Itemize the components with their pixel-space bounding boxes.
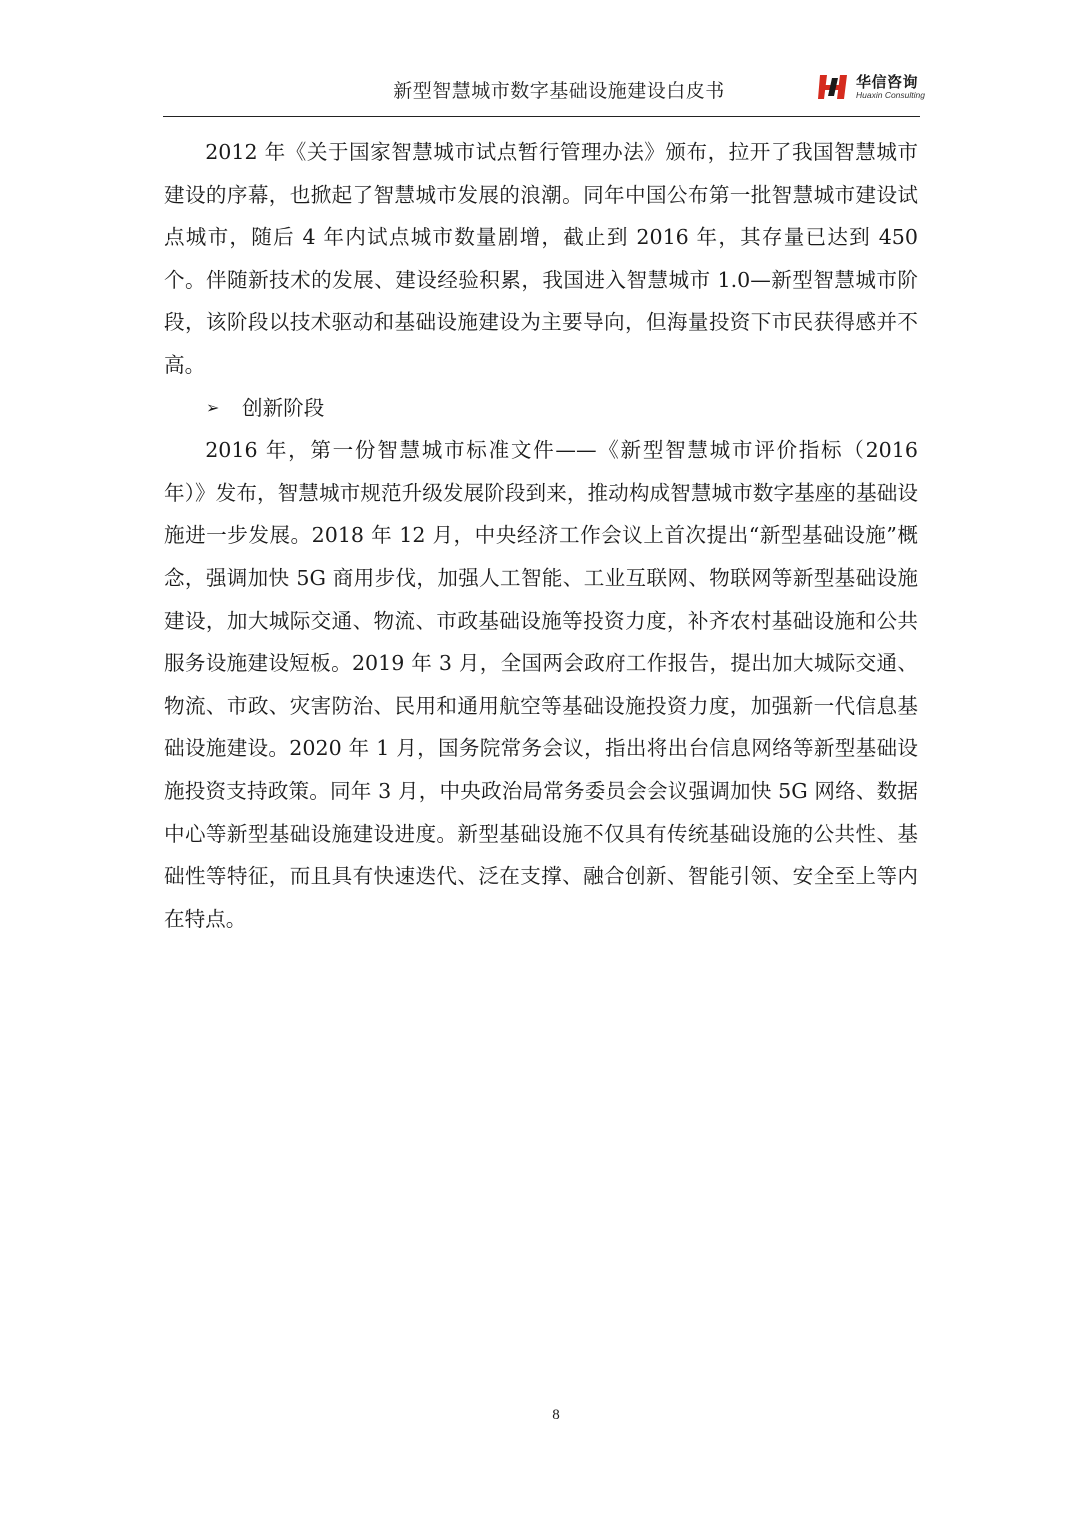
document-body (164, 131, 918, 940)
paragraph-1: 2012 年《关于国家智慧城市试点暂行管理办法》颁布，拉开了我国智慧城市建设的序幕，也掀起了智慧城市发展的浪潮。同年中国公布第一批智慧城市建设试点城市，随后 4 年内试点城市数量剧增，截止到 2016 年，其存量已达到 450 个。伴随新技术的发展、建设经验积累，我国进入智慧城市 1.0—新型智慧城市阶段，该阶段以技术驱动和基础设施建设为主要导向，但海量投资下市民获得感并不高。 (164, 140, 918, 377)
paragraph-2: 2016 年，第一份智慧城市标准文件——《新型智慧城市评价指标（2016 年）》发布，智慧城市规范升级发展阶段到来，推动构成智慧城市数字基座的基础设施进一步发展。2018 年 12 月，中央经济工作会议上首次提出“新型基础设施”概念，强调加快 5G 商用步伐，加强人工智能、工业互联网、物联网等新型基础设施建设，加大城际交通、物流、市政基础设施等投资力度，补齐农村基础设施和公共服务设施建设短板。2019 年 3 月，全国两会政府工作报告，提出加大城际交通、物流、市政、灾害防治、民用和通用航空等基础设施投资力度，加强新一代信息基础设施建设。2020 年 1 月，国务院常务会议，指出将出台信息网络等新型基础设施投资支持政策。同年 3 月，中央政治局常务委员会会议强调加快 5G 网络、数据中心等新型基础设施建设进度。新型基础设施不仅具有传统基础设施的公共性、基础性等特征，而且具有快速迭代、泛在支撑、融合创新、智能引领、安全至上等内在特点。 (164, 438, 918, 931)
page-number: 8 (552, 1407, 560, 1423)
huaxin-logo-mark-icon (818, 72, 852, 102)
arrowhead-bullet-icon: ➢ (206, 397, 220, 417)
section-bullet (164, 387, 918, 430)
logo-chinese-name: 华信咨询 (856, 73, 919, 91)
huaxin-logo (818, 70, 928, 104)
logo-english-name: Huaxin Consulting (856, 90, 925, 100)
header-divider (163, 116, 920, 117)
section-bullet-label: 创新阶段 (242, 395, 325, 420)
header-title: 新型智慧城市数字基础设施建设白皮书 (393, 80, 725, 102)
